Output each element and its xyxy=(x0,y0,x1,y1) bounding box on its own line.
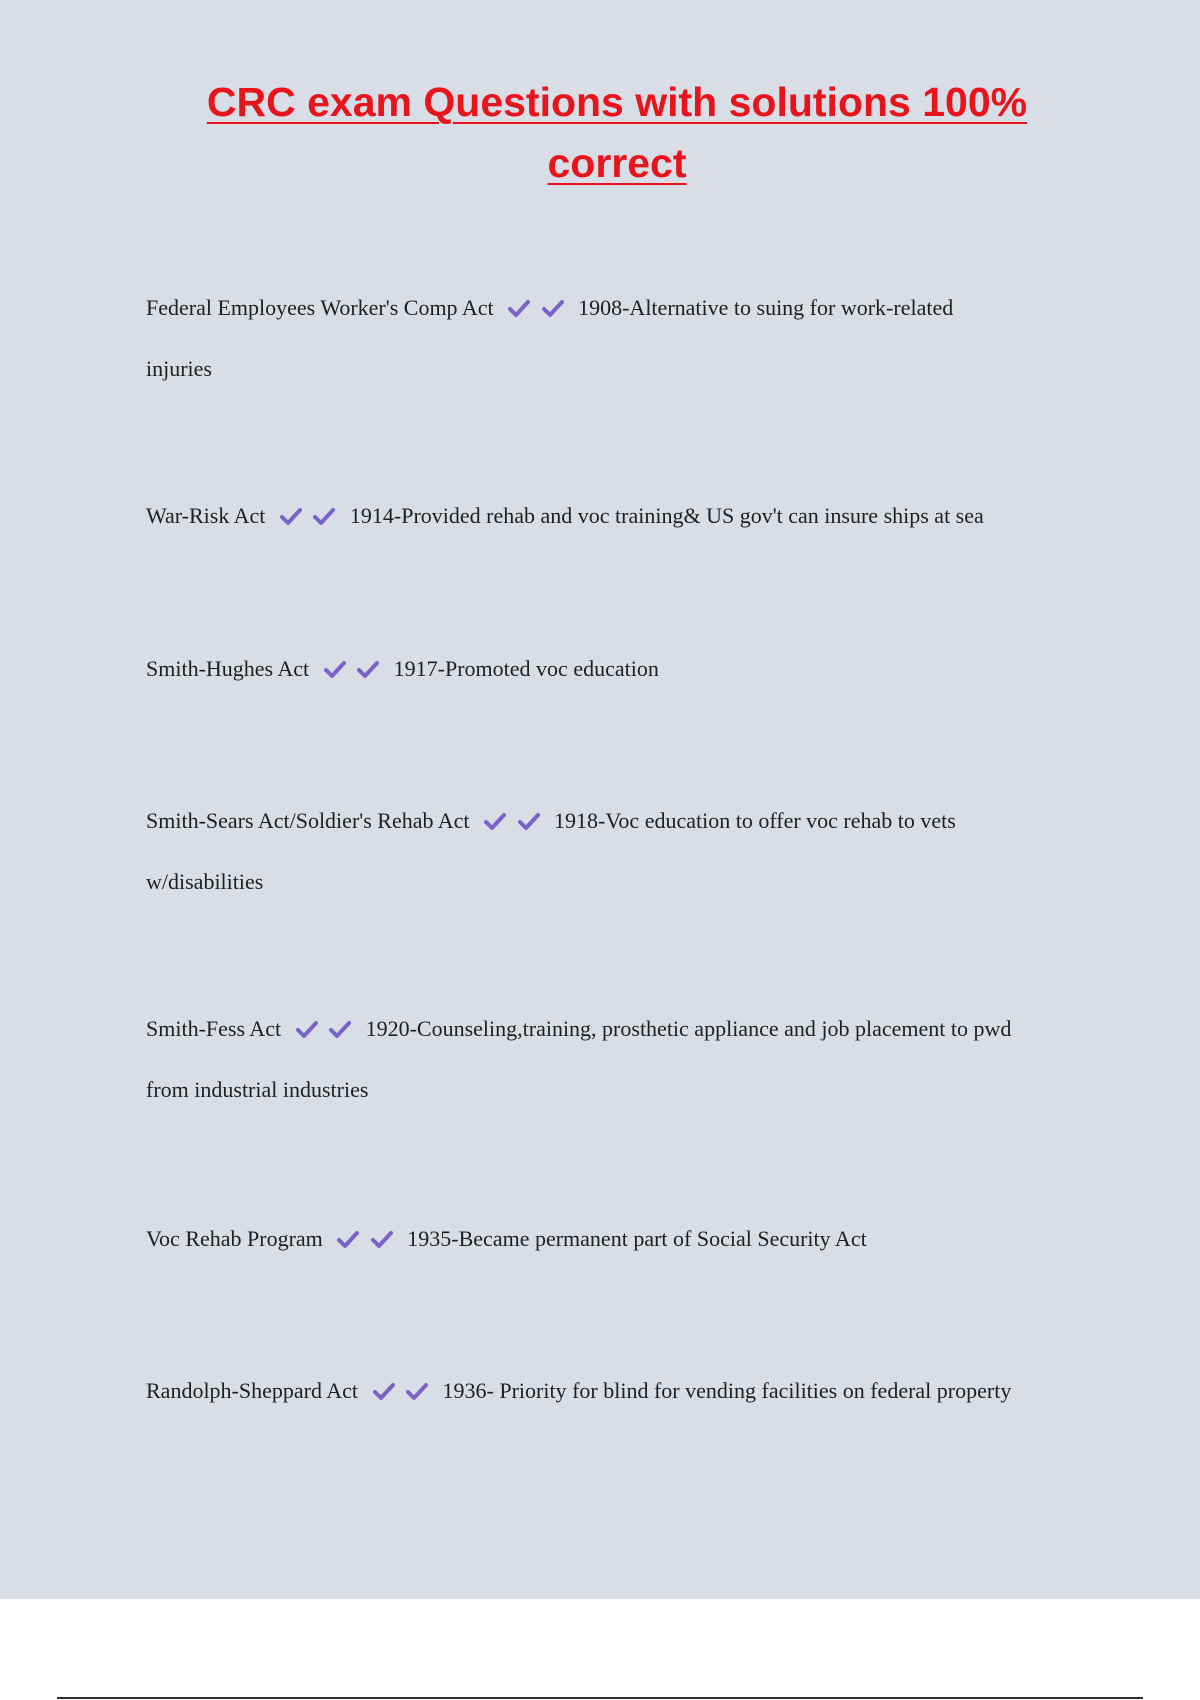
qa-entry xyxy=(146,790,1096,912)
entry-answer: 1917-Promoted voc education xyxy=(393,656,659,681)
check-pair xyxy=(293,998,355,1059)
entry-answer: 1918-Voc education to offer voc rehab to vets xyxy=(554,808,956,833)
footer-divider xyxy=(57,1697,1143,1699)
document-title xyxy=(0,72,1200,194)
check-icon xyxy=(373,1381,395,1401)
entry-answer-continued: from industrial industries xyxy=(146,1077,369,1102)
check-icon xyxy=(406,1381,428,1401)
check-icon xyxy=(280,506,302,526)
check-pair xyxy=(334,1208,396,1269)
check-icon xyxy=(337,1229,359,1249)
check-icon xyxy=(357,659,379,679)
qa-entry xyxy=(146,1360,1096,1421)
entry-answer: 1935-Became permanent part of Social Security Act xyxy=(407,1226,867,1251)
check-pair xyxy=(505,277,567,338)
entry-term: Smith-Hughes Act xyxy=(146,656,310,681)
check-icon xyxy=(518,811,540,831)
title-line-1: CRC exam Questions with solutions 100% xyxy=(206,79,1028,125)
qa-entry xyxy=(146,1208,1096,1269)
check-icon xyxy=(484,811,506,831)
entry-term: Smith-Sears Act/Soldier's Rehab Act xyxy=(146,808,470,833)
check-icon xyxy=(542,298,564,318)
entry-term: Randolph-Sheppard Act xyxy=(146,1378,359,1403)
qa-entry xyxy=(146,638,1096,699)
entry-answer-continued: w/disabilities xyxy=(146,869,264,894)
check-pair xyxy=(370,1360,432,1421)
check-pair xyxy=(321,638,383,699)
check-icon xyxy=(324,659,346,679)
title-line-2: correct xyxy=(547,140,687,186)
qa-entry xyxy=(146,485,1096,546)
check-icon xyxy=(313,506,335,526)
check-pair xyxy=(481,790,543,851)
check-icon xyxy=(371,1229,393,1249)
entry-answer-continued: injuries xyxy=(146,356,212,381)
check-icon xyxy=(508,298,530,318)
qa-entry xyxy=(146,998,1096,1120)
entry-answer: 1936- Priority for blind for vending facilities on federal property xyxy=(442,1378,1012,1403)
entry-answer: 1908-Alternative to suing for work-related xyxy=(578,295,954,320)
check-icon xyxy=(329,1019,351,1039)
entry-term: Voc Rehab Program xyxy=(146,1226,323,1251)
check-icon xyxy=(296,1019,318,1039)
entry-answer: 1920-Counseling,training, prosthetic appliance and job placement to pwd xyxy=(365,1016,1012,1041)
entry-term: Federal Employees Worker's Comp Act xyxy=(146,295,494,320)
entry-answer: 1914-Provided rehab and voc training& US gov't can insure ships at sea xyxy=(349,503,984,528)
entry-term: War-Risk Act xyxy=(146,503,266,528)
entry-term: Smith-Fess Act xyxy=(146,1016,282,1041)
qa-entry xyxy=(146,277,1096,399)
check-pair xyxy=(277,485,339,546)
